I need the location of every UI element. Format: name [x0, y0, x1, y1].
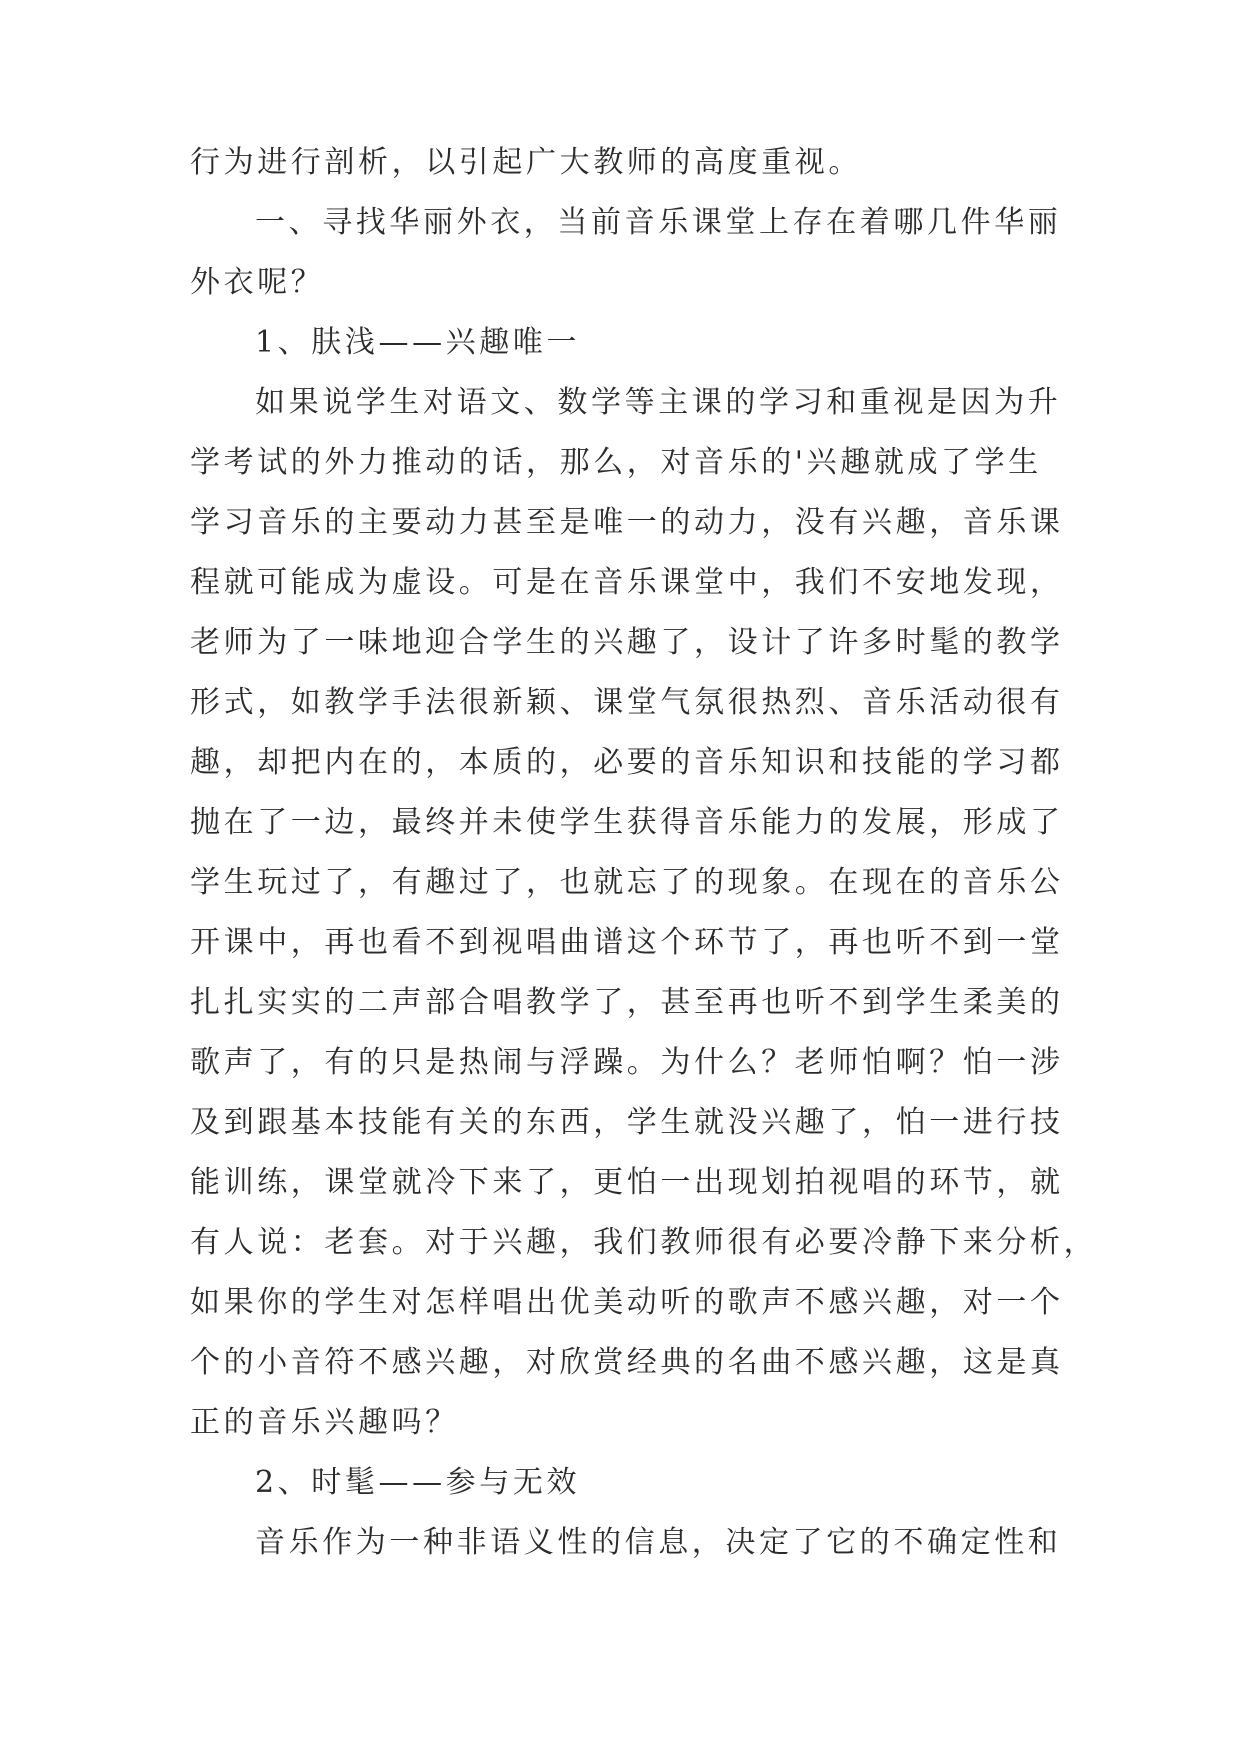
text-line: 正的音乐兴趣吗？	[190, 1405, 459, 1440]
text-line: 学生玩过了，有趣过了，也就忘了的现象。在现在的音乐公	[190, 865, 1064, 900]
text-line: 学考试的外力推动的话，那么，对音乐的'兴趣就成了学生	[190, 445, 1042, 480]
text-line: 外衣呢？	[190, 265, 325, 300]
text-line: 扎扎实实的二声部合唱教学了，甚至再也听不到学生柔美的	[190, 985, 1064, 1020]
text-line: 趣，却把内在的，本质的，必要的音乐知识和技能的学习都	[190, 745, 1064, 780]
subsection-heading: 2、时髦——参与无效	[255, 1465, 581, 1500]
text-line: 个的小音符不感兴趣，对欣赏经典的名曲不感兴趣，这是真	[190, 1345, 1064, 1380]
text-line: 行为进行剖析，以引起广大教师的高度重视。	[190, 145, 862, 180]
text-line: 能训练，课堂就冷下来了，更怕一出现划拍视唱的环节，就	[190, 1165, 1064, 1200]
text-line: 歌声了，有的只是热闹与浮躁。为什么？老师怕啊？怕一涉	[190, 1045, 1064, 1080]
text-line: 程就可能成为虚设。可是在音乐课堂中，我们不安地发现，	[190, 565, 1064, 600]
text-line: 及到跟基本技能有关的东西，学生就没兴趣了，怕一进行技	[190, 1105, 1064, 1140]
text-line: 形式，如教学手法很新颖、课堂气氛很热烈、音乐活动很有	[190, 685, 1064, 720]
text-line: 有人说：老套。对于兴趣，我们教师很有必要冷静下来分析，	[190, 1225, 1098, 1260]
paragraph-start: 音乐作为一种非语义性的信息，决定了它的不确定性和	[255, 1525, 1062, 1560]
text-line: 老师为了一味地迎合学生的兴趣了，设计了许多时髦的教学	[190, 625, 1064, 660]
paragraph-start: 如果说学生对语文、数学等主课的学习和重视是因为升	[255, 385, 1062, 420]
text-line: 抛在了一边，最终并未使学生获得音乐能力的发展，形成了	[190, 805, 1064, 840]
text-line: 如果你的学生对怎样唱出优美动听的歌声不感兴趣，对一个	[190, 1285, 1064, 1320]
text-line: 学习音乐的主要动力甚至是唯一的动力，没有兴趣，音乐课	[190, 505, 1064, 540]
section-heading: 一、寻找华丽外衣，当前音乐课堂上存在着哪几件华丽	[255, 205, 1062, 240]
text-line: 开课中，再也看不到视唱曲谱这个环节了，再也听不到一堂	[190, 925, 1064, 960]
subsection-heading: 1、肤浅——兴趣唯一	[255, 325, 581, 360]
